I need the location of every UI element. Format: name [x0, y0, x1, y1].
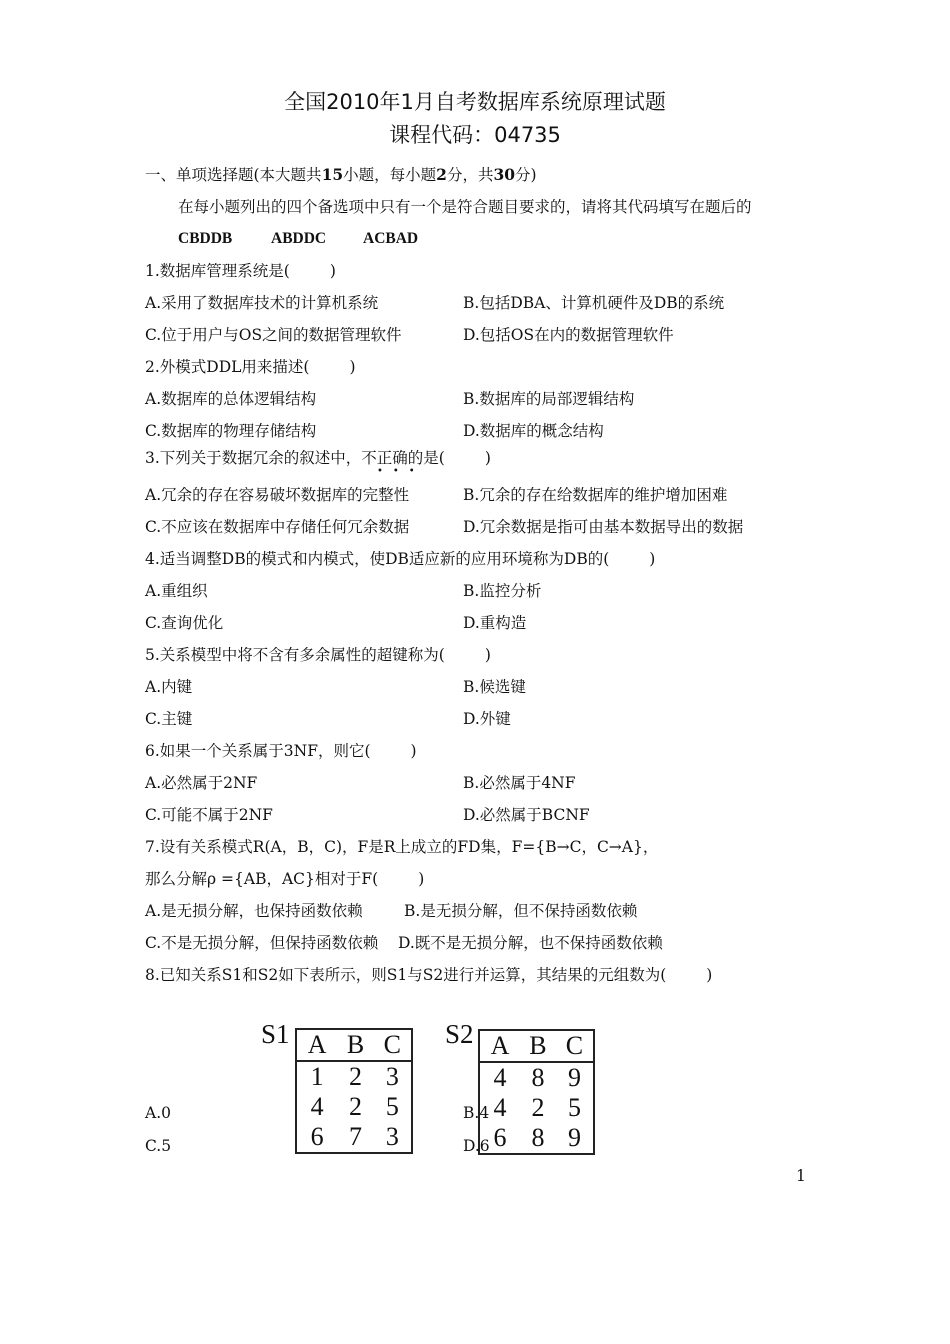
question-8: 8.已知关系S1和S2如下表所示，则S1与S2进行并运算，其结果的元组数为( ) — [145, 966, 713, 984]
table-cell: 1 — [310, 1062, 324, 1091]
q6-option-c: C.可能不属于2NF — [145, 806, 273, 824]
table-header-cell: B — [337, 1029, 373, 1061]
q7-option-a: A.是无损分解，也保持函数依赖 — [145, 902, 363, 920]
q1-option-d: D.包括OS在内的数据管理软件 — [463, 326, 674, 344]
table-cell: 2 — [531, 1093, 545, 1122]
q1-option-b: B.包括DBA、计算机硬件及DB的系统 — [463, 294, 725, 312]
q8-option-a: A.0 — [145, 1104, 171, 1122]
q5-option-a: A.内键 — [145, 678, 193, 696]
question-3: 3.下列关于数据冗余的叙述中，不正确的是( ) — [145, 449, 491, 467]
answer-group-3: ACBAD — [363, 230, 419, 247]
q6-option-b: B.必然属于4NF — [463, 774, 576, 792]
table-header-cell: B — [520, 1030, 556, 1062]
table-row — [296, 1122, 412, 1153]
q5-option-d: D.外键 — [463, 710, 511, 728]
table-cell: 4 — [310, 1092, 324, 1121]
q2-option-d: D.数据库的概念结构 — [463, 422, 604, 440]
table-cell: 9 — [567, 1123, 581, 1152]
table-row — [479, 1093, 594, 1123]
q2-option-c: C.数据库的物理存储结构 — [145, 422, 317, 440]
table-cell: 8 — [531, 1123, 545, 1152]
table-header-cell: A — [296, 1029, 337, 1061]
table-s1 — [295, 1028, 413, 1154]
section-instruction: 在每小题列出的四个备选项中只有一个是符合题目要求的，请将其代码填写在题后的 — [178, 198, 752, 216]
table-cell: 8 — [531, 1063, 545, 1092]
course-code: 课程代码：04735 — [389, 123, 561, 147]
answer-group-2: ABDDC — [271, 230, 327, 247]
q6-option-a: A.必然属于2NF — [145, 774, 258, 792]
q4-option-c: C.查询优化 — [145, 614, 224, 632]
question-1: 1.数据库管理系统是( ) — [145, 262, 336, 280]
table-row — [296, 1061, 412, 1092]
table-row — [479, 1062, 594, 1093]
exam-title: 全国2010年1月自考数据库系统原理试题 — [284, 90, 666, 114]
q5-option-b: B.候选键 — [463, 678, 526, 696]
q2-option-a: A.数据库的总体逻辑结构 — [145, 390, 317, 408]
section-heading: 一、单项选择题(本大题共15小题，每小题2分，共30分) — [145, 165, 537, 184]
table-header-cell: C — [374, 1029, 412, 1061]
table-cell: 5 — [385, 1092, 399, 1121]
answer-group-1: CBDDB — [178, 230, 233, 247]
q7-option-b: B.是无损分解，但不保持函数依赖 — [404, 902, 638, 920]
q8-option-d: D.6 — [463, 1137, 490, 1155]
table-cell: 2 — [348, 1092, 362, 1121]
q3-option-d: D.冗余数据是指可由基本数据导出的数据 — [463, 518, 744, 536]
question-2: 2.外模式DDL用来描述( ) — [145, 358, 356, 376]
table-cell: 6 — [493, 1123, 507, 1152]
q2-option-b: B.数据库的局部逻辑结构 — [463, 390, 635, 408]
emphasis-dots: ••• — [377, 466, 425, 477]
table-header-cell: C — [556, 1030, 594, 1062]
table-cell: 3 — [385, 1122, 399, 1151]
q7-option-d: D.既不是无损分解，也不保持函数依赖 — [398, 934, 663, 952]
table-s2-label: S2 — [445, 1019, 474, 1049]
page-number: 1 — [796, 1167, 806, 1185]
table-cell: 5 — [567, 1093, 581, 1122]
q5-option-c: C.主键 — [145, 710, 193, 728]
question-7-cont: 那么分解ρ ={AB，AC}相对于F( ) — [145, 870, 425, 888]
q7-option-c: C.不是无损分解，但保持函数依赖 — [145, 934, 379, 952]
q3-option-a: A.冗余的存在容易破坏数据库的完整性 — [145, 486, 410, 504]
question-7: 7.设有关系模式R(A，B，C)，F是R上成立的FD集，F={B→C，C→A}， — [145, 838, 659, 856]
q1-option-a: A.采用了数据库技术的计算机系统 — [145, 294, 379, 312]
table-s1-label: S1 — [261, 1019, 290, 1049]
q4-option-a: A.重组织 — [145, 582, 208, 600]
table-cell: 2 — [348, 1062, 362, 1091]
table-cell: 6 — [310, 1122, 324, 1151]
q3-option-b: B.冗余的存在给数据库的维护增加困难 — [463, 486, 728, 504]
question-6: 6.如果一个关系属于3NF，则它( ) — [145, 742, 417, 760]
q8-option-c: C.5 — [145, 1137, 172, 1155]
q4-option-d: D.重构造 — [463, 614, 527, 632]
q4-option-b: B.监控分析 — [463, 582, 542, 600]
q6-option-d: D.必然属于BCNF — [463, 806, 590, 824]
q1-option-c: C.位于用户与OS之间的数据管理软件 — [145, 326, 402, 344]
table-cell: 9 — [567, 1063, 581, 1092]
table-row — [296, 1092, 412, 1122]
table-cell: 3 — [385, 1062, 399, 1091]
table-header-cell: A — [479, 1030, 520, 1062]
table-cell: 7 — [348, 1122, 362, 1151]
question-4: 4.适当调整DB的模式和内模式，使DB适应新的应用环境称为DB的( ) — [145, 550, 656, 568]
table-cell: 4 — [493, 1093, 507, 1122]
q8-option-b: B.4 — [463, 1104, 490, 1122]
table-s2 — [478, 1029, 595, 1155]
q3-option-c: C.不应该在数据库中存储任何冗余数据 — [145, 518, 410, 536]
question-5: 5.关系模型中将不含有多余属性的超键称为( ) — [145, 646, 491, 664]
table-cell: 4 — [493, 1063, 507, 1092]
table-row — [479, 1123, 594, 1154]
